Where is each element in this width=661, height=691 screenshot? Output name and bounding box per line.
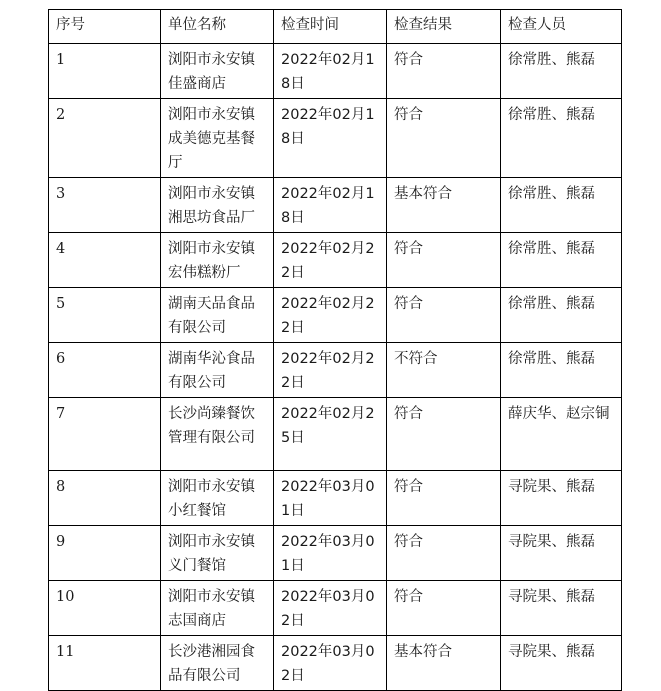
header-serial-number: 序号 [49,10,161,44]
cell-serial-number: 5 [49,288,161,343]
cell-serial-number: 9 [49,526,161,581]
cell-unit-name: 浏阳市永安镇志国商店 [161,581,274,636]
cell-unit-name: 长沙港湘园食品有限公司 [161,636,274,691]
cell-inspection-date: 2022年02月25日 [274,398,387,471]
cell-inspection-result: 符合 [387,288,501,343]
cell-serial-number: 10 [49,581,161,636]
cell-inspection-date: 2022年03月02日 [274,636,387,691]
cell-unit-name: 浏阳市永安镇义门餐馆 [161,526,274,581]
header-inspection-result: 检查结果 [387,10,501,44]
cell-inspection-date: 2022年02月22日 [274,233,387,288]
cell-inspectors: 徐常胜、熊磊 [501,233,622,288]
cell-inspection-date: 2022年02月22日 [274,288,387,343]
cell-inspection-date: 2022年02月18日 [274,178,387,233]
cell-inspectors: 徐常胜、熊磊 [501,343,622,398]
cell-serial-number: 3 [49,178,161,233]
header-inspection-date: 检查时间 [274,10,387,44]
cell-inspection-date: 2022年02月22日 [274,343,387,398]
table-row [49,471,622,526]
cell-inspection-result: 符合 [387,526,501,581]
cell-serial-number: 11 [49,636,161,691]
cell-unit-name: 浏阳市永安镇小红餐馆 [161,471,274,526]
cell-inspection-date: 2022年03月01日 [274,471,387,526]
table-row [49,343,622,398]
cell-inspection-result: 基本符合 [387,636,501,691]
cell-serial-number: 2 [49,99,161,178]
cell-inspection-result: 符合 [387,233,501,288]
cell-inspectors: 徐常胜、熊磊 [501,99,622,178]
table-row [49,636,622,691]
cell-unit-name: 长沙尚臻餐饮管理有限公司 [161,398,274,471]
cell-inspectors: 徐常胜、熊磊 [501,178,622,233]
cell-inspectors: 薛庆华、赵宗铜 [501,398,622,471]
table-row [49,398,622,471]
cell-inspection-date: 2022年03月02日 [274,581,387,636]
table-row [49,178,622,233]
cell-inspection-result: 符合 [387,44,501,99]
cell-inspectors: 寻院果、熊磊 [501,471,622,526]
cell-inspectors: 寻院果、熊磊 [501,526,622,581]
header-row [49,10,622,44]
cell-unit-name: 湖南华沁食品有限公司 [161,343,274,398]
cell-inspection-date: 2022年02月18日 [274,99,387,178]
cell-unit-name: 浏阳市永安镇佳盛商店 [161,44,274,99]
table-row [49,44,622,99]
cell-inspectors: 寻院果、熊磊 [501,581,622,636]
cell-inspection-result: 基本符合 [387,178,501,233]
cell-inspectors: 徐常胜、熊磊 [501,288,622,343]
cell-serial-number: 4 [49,233,161,288]
cell-inspectors: 寻院果、熊磊 [501,636,622,691]
cell-serial-number: 6 [49,343,161,398]
cell-inspection-result: 符合 [387,581,501,636]
table-row [49,581,622,636]
table-row [49,288,622,343]
table-body [49,44,622,691]
cell-inspection-result: 符合 [387,398,501,471]
table-header [49,10,622,44]
cell-unit-name: 湖南天品食品有限公司 [161,288,274,343]
cell-inspectors: 徐常胜、熊磊 [501,44,622,99]
cell-inspection-date: 2022年03月01日 [274,526,387,581]
cell-inspection-result: 符合 [387,99,501,178]
cell-inspection-date: 2022年02月18日 [274,44,387,99]
cell-inspection-result: 不符合 [387,343,501,398]
cell-serial-number: 7 [49,398,161,471]
table-row [49,233,622,288]
cell-unit-name: 浏阳市永安镇湘思坊食品厂 [161,178,274,233]
cell-unit-name: 浏阳市永安镇宏伟糕粉厂 [161,233,274,288]
cell-unit-name: 浏阳市永安镇成美德克基餐厅 [161,99,274,178]
table-row [49,526,622,581]
cell-serial-number: 1 [49,44,161,99]
inspection-table [48,9,622,691]
header-inspectors: 检查人员 [501,10,622,44]
header-unit-name: 单位名称 [161,10,274,44]
cell-serial-number: 8 [49,471,161,526]
cell-inspection-result: 符合 [387,471,501,526]
table-row [49,99,622,178]
